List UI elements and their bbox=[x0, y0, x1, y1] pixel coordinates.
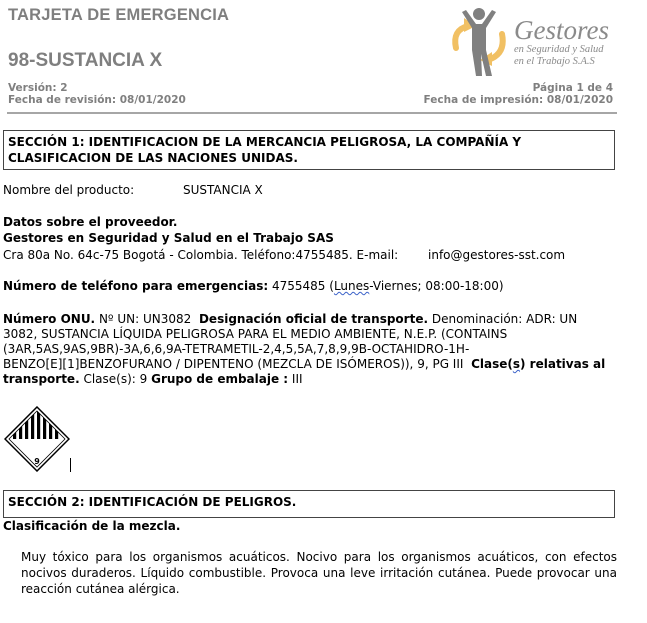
pictogram-number: 9 bbox=[34, 457, 40, 466]
document-title: TARJETA DE EMERGENCIA bbox=[8, 6, 230, 24]
supplier-address: Cra 80a No. 64c-75 Bogotá - Colombia. Teléfono:4755485. E-mail: bbox=[3, 248, 399, 262]
header-divider bbox=[7, 112, 617, 114]
supplier-email[interactable]: info@gestores-sst.com bbox=[428, 248, 566, 262]
transport-label: Designación oficial de transporte. bbox=[198, 312, 429, 326]
supplier-name: Gestores en Seguridad y Salud en el Trabajo SAS bbox=[3, 231, 334, 245]
product-value: SUSTANCIA X bbox=[183, 183, 263, 197]
emergency-phone-line bbox=[3, 279, 504, 294]
emergency-phone: 4755485 ( bbox=[271, 279, 334, 293]
print-date: Fecha de impresión: 08/01/2020 bbox=[423, 94, 613, 106]
denomination: Denominación: ADR: UN bbox=[431, 312, 578, 326]
class-label: Clase(s) relativas al bbox=[471, 357, 606, 371]
logo-name: Gestores bbox=[514, 15, 609, 45]
product-label: Nombre del producto: bbox=[3, 183, 135, 197]
company-logo bbox=[448, 4, 510, 78]
onu-line-2: 3082, SUSTANCIA LÍQUIDA PELIGROSA PARA EL MEDIO AMBIENTE, N.E.P. (CONTAINS bbox=[3, 327, 508, 341]
logo-text bbox=[514, 16, 609, 68]
emergency-label: Número de teléfono para emergencias: bbox=[3, 279, 269, 293]
onu-line-5 bbox=[3, 372, 615, 387]
section1-heading: SECCIÓN 1: IDENTIFICACION DE LA MERCANCIA PELIGROSA, LA COMPAÑÍA Y CLASIFICACION DE LAS NACIONES UNIDAS. bbox=[3, 130, 615, 170]
classification-label: Clasificación de la mezcla. bbox=[3, 519, 181, 533]
version-info bbox=[8, 82, 186, 106]
page-number: Página 1 de 4 bbox=[532, 82, 613, 94]
onu-value: Nº UN: UN3082 bbox=[98, 312, 192, 326]
packing-value: III bbox=[291, 372, 303, 386]
emergency-days: Lunes bbox=[333, 279, 370, 293]
onu-line-4-text: BENZO[E][1]BENZOFURANO / DIPENTENO (MEZCLA DE ISÓMEROS)), 9, PG III bbox=[3, 357, 464, 371]
class-label-cont: transporte. bbox=[3, 372, 80, 386]
logo-tagline-1: en Seguridad y Salud bbox=[514, 44, 604, 55]
class-value: Clase(s): 9 bbox=[83, 372, 148, 386]
person-with-arrows-logo-icon bbox=[448, 4, 510, 78]
section2-heading: SECCIÓN 2: IDENTIFICACIÓN DE PELIGROS. bbox=[3, 490, 615, 518]
text-cursor bbox=[70, 458, 71, 472]
onu-line-3: (3AR,5AS,9AS,9BR)-3A,6,6,9A-TETRAMETIL-2,4,5,5A,7,8,9,9B-OCTAHIDRO-1H- bbox=[3, 342, 470, 356]
product-code: 98-SUSTANCIA X bbox=[8, 50, 163, 71]
revision-date: Fecha de revisión: 08/01/2020 bbox=[8, 94, 186, 106]
version: Versión: 2 bbox=[8, 82, 68, 94]
onu-label: Número ONU. bbox=[3, 312, 96, 326]
onu-block bbox=[3, 312, 615, 387]
packing-label: Grupo de embalaje : bbox=[151, 372, 289, 386]
logo-tagline-2: en el Trabajo S.A.S bbox=[514, 56, 595, 67]
onu-line-4 bbox=[3, 357, 615, 372]
class-9-hazard-diamond-icon bbox=[4, 406, 70, 472]
onu-line-1 bbox=[3, 312, 615, 327]
supplier-heading: Datos sobre el proveedor. bbox=[3, 215, 178, 229]
page-info bbox=[424, 82, 613, 106]
emergency-hours: -Viernes; 08:00-18:00) bbox=[369, 279, 504, 293]
hazard-description: Muy tóxico para los organismos acuáticos. Nocivo para los organismos acuáticos, con efectos nocivos duraderos. Líquido combustible. Provoca una leve irritación cutánea. Puede provocar una reacción cutánea alérgica. bbox=[21, 550, 617, 596]
